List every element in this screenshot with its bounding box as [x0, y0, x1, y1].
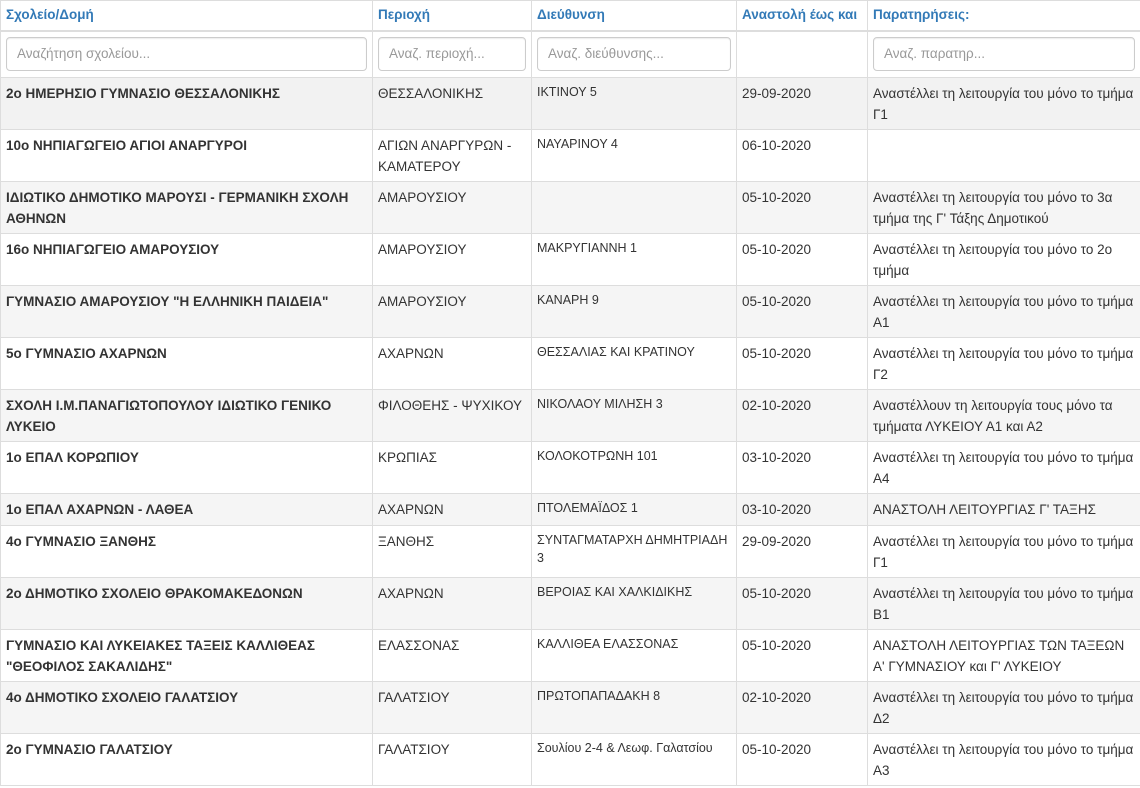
table-row [1, 182, 1140, 234]
table-row [1, 682, 1140, 734]
suspension-date-cell: 03-10-2020 [737, 494, 868, 526]
address-search-input[interactable] [537, 37, 731, 71]
area-cell: ΓΑΛΑΤΣΙΟΥ [373, 682, 532, 734]
school-name-cell: 5ο ΓΥΜΝΑΣΙΟ ΑΧΑΡΝΩΝ [1, 338, 373, 390]
filter-cell-area [373, 31, 532, 78]
table-row [1, 630, 1140, 682]
school-name-cell: ΣΧΟΛΗ Ι.Μ.ΠΑΝΑΓΙΩΤΟΠΟΥΛΟΥ ΙΔΙΩΤΙΚΟ ΓΕΝΙΚΟ ΛΥΚΕΙΟ [1, 390, 373, 442]
school-name-cell: 16ο ΝΗΠΙΑΓΩΓΕΙΟ ΑΜΑΡΟΥΣΙΟΥ [1, 234, 373, 286]
table-row [1, 78, 1140, 130]
address-cell: ΝΙΚΟΛΑΟΥ ΜΙΛΗΣΗ 3 [532, 390, 737, 442]
address-cell: ΠΡΩΤΟΠΑΠΑΔΑΚΗ 8 [532, 682, 737, 734]
header-area[interactable]: Περιοχή [373, 1, 532, 31]
filter-cell-school [1, 31, 373, 78]
table-row [1, 390, 1140, 442]
area-cell: ΚΡΩΠΙΑΣ [373, 442, 532, 494]
suspension-date-cell: 02-10-2020 [737, 682, 868, 734]
area-cell: ΑΧΑΡΝΩΝ [373, 338, 532, 390]
school-search-input[interactable] [6, 37, 367, 71]
area-cell: ΓΑΛΑΤΣΙΟΥ [373, 734, 532, 786]
area-cell: ΕΛΑΣΣΟΝΑΣ [373, 630, 532, 682]
suspension-date-cell: 03-10-2020 [737, 442, 868, 494]
notes-cell: Αναστέλλει τη λειτουργία του μόνο το 3α τμήμα της Γ' Τάξης Δημοτικού [868, 182, 1140, 234]
area-cell: ΦΙΛΟΘΕΗΣ - ΨΥΧΙΚΟΥ [373, 390, 532, 442]
table-row [1, 338, 1140, 390]
suspension-date-cell: 05-10-2020 [737, 734, 868, 786]
school-name-cell: ΓΥΜΝΑΣΙΟ ΚΑΙ ΛΥΚΕΙΑΚΕΣ ΤΑΞΕΙΣ ΚΑΛΛΙΘΕΑΣ "ΘΕΟΦΙΛΟΣ ΣΑΚΑΛΙΔΗΣ" [1, 630, 373, 682]
area-cell: ΘΕΣΣΑΛΟΝΙΚΗΣ [373, 78, 532, 130]
header-suspension-date[interactable]: Αναστολή έως και [737, 1, 868, 31]
table-row [1, 526, 1140, 578]
address-cell: ΠΤΟΛΕΜΑΪΔΟΣ 1 [532, 494, 737, 526]
suspension-date-cell: 05-10-2020 [737, 234, 868, 286]
suspension-date-cell: 06-10-2020 [737, 130, 868, 182]
notes-cell: Αναστέλλει τη λειτουργία του μόνο το τμήμα Α3 [868, 734, 1140, 786]
filter-cell-address [532, 31, 737, 78]
address-cell: ΣΥΝΤΑΓΜΑΤΑΡΧΗ ΔΗΜΗΤΡΙΑΔΗ 3 [532, 526, 737, 578]
address-cell: ΚΑΝΑΡΗ 9 [532, 286, 737, 338]
school-name-cell: ΓΥΜΝΑΣΙΟ ΑΜΑΡΟΥΣΙΟΥ "Η ΕΛΛΗΝΙΚΗ ΠΑΙΔΕΙΑ" [1, 286, 373, 338]
filter-cell-notes [868, 31, 1140, 78]
header-row [1, 1, 1140, 31]
address-cell: ΚΟΛΟΚΟΤΡΩΝΗ 101 [532, 442, 737, 494]
notes-cell: Αναστέλλει τη λειτουργία του μόνο το τμήμα Γ1 [868, 526, 1140, 578]
address-cell: ΙΚΤΙΝΟΥ 5 [532, 78, 737, 130]
suspension-date-cell: 29-09-2020 [737, 526, 868, 578]
filter-cell-date-empty [737, 31, 868, 78]
table-row [1, 234, 1140, 286]
table-row [1, 734, 1140, 786]
school-name-cell: ΙΔΙΩΤΙΚΟ ΔΗΜΟΤΙΚΟ ΜΑΡΟΥΣΙ - ΓΕΡΜΑΝΙΚΗ ΣΧΟΛΗ ΑΘΗΝΩΝ [1, 182, 373, 234]
area-cell: ΑΓΙΩΝ ΑΝΑΡΓΥΡΩΝ - ΚΑΜΑΤΕΡΟΥ [373, 130, 532, 182]
area-cell: ΑΜΑΡΟΥΣΙΟΥ [373, 182, 532, 234]
notes-search-input[interactable] [873, 37, 1135, 71]
notes-cell: ΑΝΑΣΤΟΛΗ ΛΕΙΤΟΥΡΓΙΑΣ ΤΩΝ ΤΑΞΕΩΝ Α' ΓΥΜΝΑΣΙΟΥ και Γ' ΛΥΚΕΙΟΥ [868, 630, 1140, 682]
header-school[interactable]: Σχολείο/Δομή [1, 1, 373, 31]
table-body [1, 78, 1140, 786]
notes-cell: Αναστέλλει τη λειτουργία του μόνο το τμήμα Α1 [868, 286, 1140, 338]
table-row [1, 442, 1140, 494]
notes-cell: Αναστέλλει τη λειτουργία του μόνο το τμήμα Δ2 [868, 682, 1140, 734]
school-name-cell: 2ο ΗΜΕΡΗΣΙΟ ΓΥΜΝΑΣΙΟ ΘΕΣΣΑΛΟΝΙΚΗΣ [1, 78, 373, 130]
header-address[interactable]: Διεύθυνση [532, 1, 737, 31]
school-name-cell: 10ο ΝΗΠΙΑΓΩΓΕΙΟ ΑΓΙΟΙ ΑΝΑΡΓΥΡΟΙ [1, 130, 373, 182]
area-cell: ΑΧΑΡΝΩΝ [373, 578, 532, 630]
table-row [1, 286, 1140, 338]
notes-cell: Αναστέλλει τη λειτουργία του μόνο το τμήμα Γ2 [868, 338, 1140, 390]
school-name-cell: 4ο ΓΥΜΝΑΣΙΟ ΞΑΝΘΗΣ [1, 526, 373, 578]
header-notes[interactable]: Παρατηρήσεις: [868, 1, 1140, 31]
suspension-date-cell: 05-10-2020 [737, 182, 868, 234]
address-cell: ΘΕΣΣΑΛΙΑΣ ΚΑΙ ΚΡΑΤΙΝΟΥ [532, 338, 737, 390]
filter-row [1, 31, 1140, 78]
school-name-cell: 2ο ΔΗΜΟΤΙΚΟ ΣΧΟΛΕΙΟ ΘΡΑΚΟΜΑΚΕΔΟΝΩΝ [1, 578, 373, 630]
notes-cell: Αναστέλλει τη λειτουργία του μόνο το τμήμα Α4 [868, 442, 1140, 494]
address-cell: ΚΑΛΛΙΘΕΑ ΕΛΑΣΣΟΝΑΣ [532, 630, 737, 682]
address-cell: ΒΕΡΟΙΑΣ ΚΑΙ ΧΑΛΚΙΔΙΚΗΣ [532, 578, 737, 630]
table-row [1, 130, 1140, 182]
table-row [1, 578, 1140, 630]
area-cell: ΑΜΑΡΟΥΣΙΟΥ [373, 286, 532, 338]
notes-cell: Αναστέλλει τη λειτουργία του μόνο το τμήμα Β1 [868, 578, 1140, 630]
school-name-cell: 1ο ΕΠΑΛ ΑΧΑΡΝΩΝ - ΛΑΘΕΑ [1, 494, 373, 526]
suspension-date-cell: 29-09-2020 [737, 78, 868, 130]
notes-cell: ΑΝΑΣΤΟΛΗ ΛΕΙΤΟΥΡΓΙΑΣ Γ' ΤΑΞΗΣ [868, 494, 1140, 526]
notes-cell: Αναστέλλει τη λειτουργία του μόνο το τμήμα Γ1 [868, 78, 1140, 130]
suspension-date-cell: 05-10-2020 [737, 338, 868, 390]
area-search-input[interactable] [378, 37, 526, 71]
school-name-cell: 4ο ΔΗΜΟΤΙΚΟ ΣΧΟΛΕΙΟ ΓΑΛΑΤΣΙΟΥ [1, 682, 373, 734]
address-cell: ΜΑΚΡΥΓΙΑΝΝΗ 1 [532, 234, 737, 286]
address-cell: Σουλίου 2-4 & Λεωφ. Γαλατσίου [532, 734, 737, 786]
table-row [1, 494, 1140, 526]
area-cell: ΞΑΝΘΗΣ [373, 526, 532, 578]
suspension-date-cell: 05-10-2020 [737, 578, 868, 630]
notes-cell: Αναστέλλουν τη λειτουργία τους μόνο τα τμήματα ΛΥΚΕΙΟΥ Α1 και Α2 [868, 390, 1140, 442]
suspension-date-cell: 05-10-2020 [737, 286, 868, 338]
area-cell: ΑΧΑΡΝΩΝ [373, 494, 532, 526]
school-name-cell: 2ο ΓΥΜΝΑΣΙΟ ΓΑΛΑΤΣΙΟΥ [1, 734, 373, 786]
address-cell: ΝΑΥΑΡΙΝΟΥ 4 [532, 130, 737, 182]
school-name-cell: 1ο ΕΠΑΛ ΚΟΡΩΠΙΟΥ [1, 442, 373, 494]
address-cell [532, 182, 737, 234]
notes-cell [868, 130, 1140, 182]
notes-cell: Αναστέλλει τη λειτουργία του μόνο το 2ο τμήμα [868, 234, 1140, 286]
suspension-date-cell: 02-10-2020 [737, 390, 868, 442]
suspension-date-cell: 05-10-2020 [737, 630, 868, 682]
area-cell: ΑΜΑΡΟΥΣΙΟΥ [373, 234, 532, 286]
